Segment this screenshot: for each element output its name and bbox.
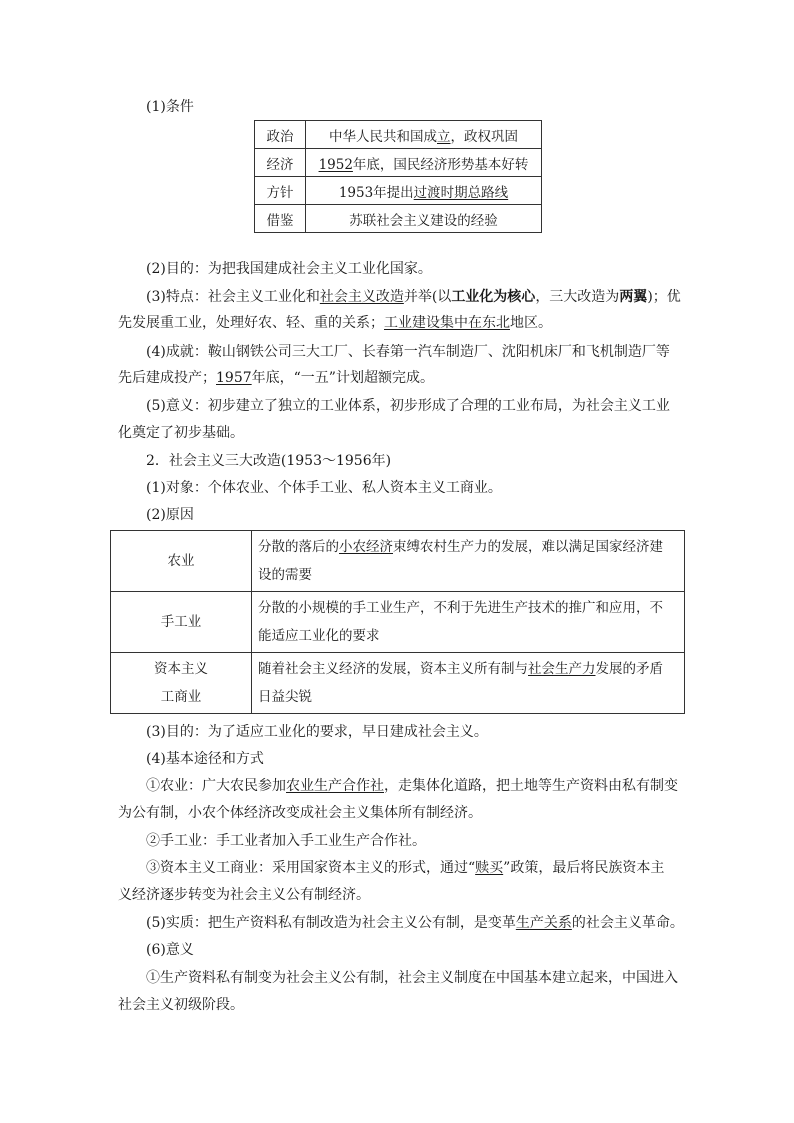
commerce-paragraph-line1: ③资本主义工商业：采用国家资本主义的形式，通过“赎买”政策，最后将民族资本主 — [146, 860, 665, 876]
handicraft-paragraph: ②手工业：手工业者加入手工业生产合作社。 — [146, 833, 426, 849]
table-row — [255, 205, 542, 233]
features-paragraph-line1: (3)特点：社会主义工业化和社会主义改造并举(以工业化为核心，三大改造为两翼)；优 — [146, 289, 681, 305]
table-key-cell: 借鉴 — [255, 205, 306, 233]
table-value-cell: 中华人民共和国成立，政权巩固 — [306, 121, 542, 149]
table-key-cell: 经济 — [255, 149, 306, 177]
significance-paragraph-line1: (5)意义：初步建立了独立的工业体系，初步形成了合理的工业布局，为社会主义工业 — [146, 398, 670, 414]
goal-paragraph: (3)目的：为了适应工业化的要求，早日建成社会主义。 — [146, 724, 488, 740]
table-value-cell: 分散的落后的小农经济束缚农村生产力的发展，难以满足国家经济建 设的需要 — [252, 531, 685, 592]
reasons-heading: (2)原因 — [146, 507, 194, 523]
table-key-cell: 农业 — [111, 531, 252, 592]
purpose-paragraph: (2)目的：为把我国建成社会主义工业化国家。 — [146, 261, 432, 277]
agriculture-paragraph-line1: ①农业：广大农民参加农业生产合作社，走集体化道路，把土地等生产资料由私有制变 — [146, 778, 678, 794]
conditions-heading: (1)条件 — [146, 99, 194, 115]
achievements-paragraph-line2: 先后建成投产；1957年底，“一五”计划超额完成。 — [118, 370, 434, 386]
meaning-paragraph-line1: ①生产资料私有制变为社会主义公有制，社会主义制度在中国基本建立起来，中国进入 — [146, 970, 678, 986]
table-value-cell: 随着社会主义经济的发展，资本主义所有制与社会生产力发展的矛盾 日益尖锐 — [252, 653, 685, 714]
table-key-cell: 资本主义 工商业 — [111, 653, 252, 714]
table-row — [255, 121, 542, 149]
table-value-cell: 分散的小规模的手工业生产，不利于先进生产技术的推广和应用，不 能适应工业化的要求 — [252, 592, 685, 653]
table-key-cell: 手工业 — [111, 592, 252, 653]
significance-paragraph-line2: 化奠定了初步基础。 — [118, 425, 244, 441]
methods-heading: (4)基本途径和方式 — [146, 751, 264, 767]
table-row — [111, 592, 685, 653]
essence-paragraph: (5)实质：把生产资料私有制改造为社会主义公有制，是变革生产关系的社会主义革命。 — [146, 915, 684, 931]
table-value-cell: 1952年底，国民经济形势基本好转 — [306, 149, 542, 177]
features-paragraph-line2: 先发展重工业，处理好农、轻、重的关系；工业建设集中在东北地区。 — [118, 315, 552, 331]
reasons-table — [110, 530, 685, 714]
table-row — [111, 653, 685, 714]
table-key-cell: 方针 — [255, 177, 306, 205]
table-key-cell: 政治 — [255, 121, 306, 149]
table-row — [255, 177, 542, 205]
meaning-heading: (6)意义 — [146, 942, 194, 958]
commerce-paragraph-line2: 义经济逐步转变为社会主义公有制经济。 — [118, 887, 370, 903]
table-row — [255, 149, 542, 177]
achievements-paragraph-line1: (4)成就：鞍山钢铁公司三大工厂、长春第一汽车制造厂、沈阳机床厂和飞机制造厂等 — [146, 344, 670, 360]
objects-paragraph: (1)对象：个体农业、个体手工业、私人资本主义工商业。 — [146, 480, 502, 496]
table-value-cell: 1953年提出过渡时期总路线 — [306, 177, 542, 205]
table-row — [111, 531, 685, 592]
section-heading: 2．社会主义三大改造(1953～1956年) — [146, 453, 392, 469]
meaning-paragraph-line2: 社会主义初级阶段。 — [118, 997, 244, 1013]
conditions-table — [254, 120, 542, 233]
agriculture-paragraph-line2: 为公有制，小农个体经济改变成社会主义集体所有制经济。 — [118, 805, 482, 821]
table-value-cell: 苏联社会主义建设的经验 — [306, 205, 542, 233]
